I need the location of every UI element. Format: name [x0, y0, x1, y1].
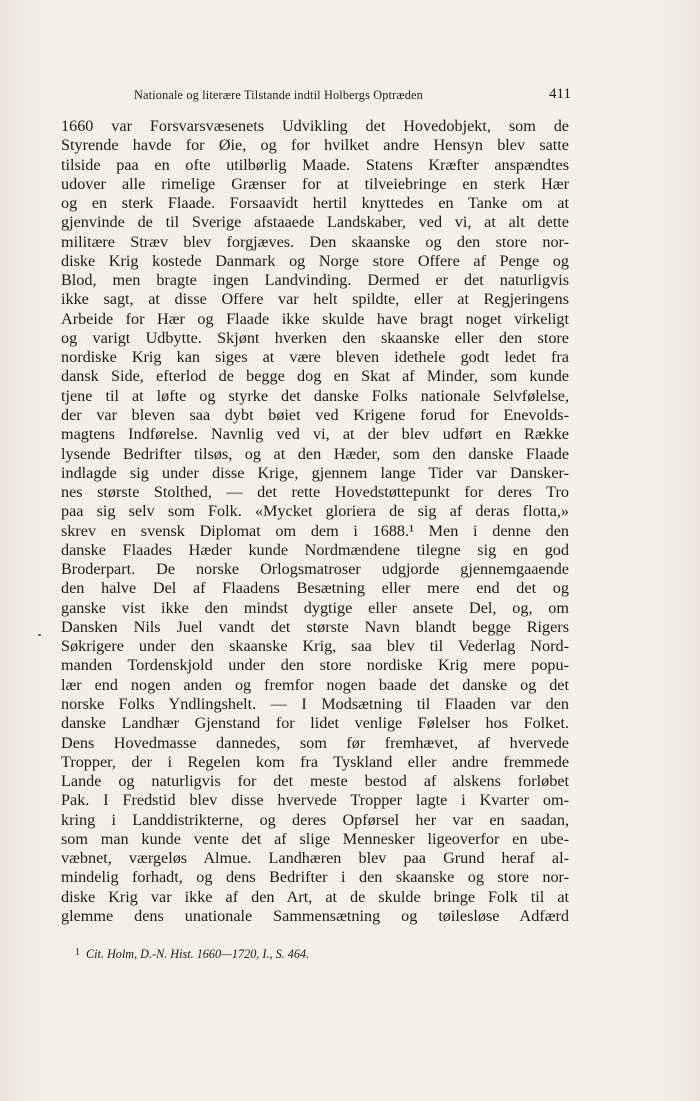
- text-line: lysende Bedrifter tilsøs, og at den Hæder, som den danske Flaade: [61, 444, 569, 463]
- text-line: kring i Landdistrikterne, og deres Opførsel her var en saadan,: [61, 810, 569, 829]
- text-line: Arbeide for Hær og Flaade ikke skulde have bragt noget virkeligt: [61, 309, 569, 328]
- text-line: gjenvinde de til Sverige afstaaede Landskaber, ved vi, at alt dette: [61, 213, 569, 232]
- text-line: tjene til at løfte og styrke det danske Folks nationale Selvfølelse,: [61, 386, 569, 405]
- text-line: norske Folks Yndlingshelt. — I Modsætning til Flaaden var den: [61, 694, 569, 713]
- footnote-marker: 1: [75, 947, 80, 958]
- text-line: Dansken Nils Juel vandt det største Navn blandt begge Rigers: [61, 617, 569, 636]
- text-line: lær end nogen anden og fremfor nogen baade det danske og det: [61, 675, 569, 694]
- text-line: Lande og naturligvis for det meste bestod af alskens forløbet: [61, 772, 569, 791]
- text-line: tilside paa en ofte utilbørlig Maade. Statens Kræfter anspændtes: [61, 155, 569, 174]
- text-line: skrev en svensk Diplomat om dem i 1688.¹ Men i denne den: [61, 521, 569, 540]
- page-number: 411: [549, 86, 571, 102]
- text-line: indlagde sig under disse Krige, gjennem lange Tider var Dansker-: [61, 463, 569, 482]
- text-line: nes største Stolthed, — det rette Hovedstøttepunkt for deres Tro: [61, 483, 569, 502]
- footnote: [75, 947, 309, 962]
- text-line: Broderpart. De norske Orlogsmatroser udgjorde gjennemgaaende: [61, 560, 569, 579]
- text-line: ikke sagt, at disse Offere var helt spildte, eller at Regjeringens: [61, 290, 569, 309]
- text-line: Pak. I Fredstid blev disse hvervede Tropper lagte i Kvarter om-: [61, 791, 569, 810]
- text-line: glemme dens unationale Sammensætning og tøilesløse Adfærd: [61, 906, 569, 925]
- text-line: paa sig selv som Folk. «Mycket gloriera de sig af deras flotta,»: [61, 502, 569, 521]
- text-line: den halve Del af Flaadens Besætning eller mere end det og: [61, 579, 569, 598]
- text-line: væbnet, værgeløs Almue. Landhæren blev paa Grund heraf al-: [61, 849, 569, 868]
- text-line: Dens Hovedmasse dannedes, som før fremhævet, af hvervede: [61, 733, 569, 752]
- running-title: Nationale og literære Tilstande indtil Holbergs Optræden: [134, 88, 423, 102]
- text-line: mindelig forhadt, og dens Bedrifter i den skaanske og store nor-: [61, 868, 569, 887]
- text-line: ganske vist ikke den mindst dygtige eller ansete Del, og, om: [61, 598, 569, 617]
- text-line: Styrende havde for Øie, og for hvilket andre Hensyn blev satte: [61, 136, 569, 155]
- text-line: Søkrigere under den skaanske Krig, saa blev til Vederlag Nord-: [61, 637, 569, 656]
- text-line: diske Krig kostede Danmark og Norge store Offere af Penge og: [61, 251, 569, 270]
- footnote-text: Cit. Holm, D.-N. Hist. 1660—1720, I., S. 464.: [86, 947, 310, 961]
- text-line: der var bleven saa dybt bøiet ved Krigene forud for Enevolds-: [61, 405, 569, 424]
- body-text: [61, 117, 569, 926]
- text-line: militære Stræv blev forgjæves. Den skaanske og den store nor-: [61, 232, 569, 251]
- text-line: og en sterk Flaade. Forsaavidt hertil knyttedes en Tanke om at: [61, 194, 569, 213]
- text-line: danske Landhær Gjenstand for lidet venlige Følelser hos Folket.: [61, 714, 569, 733]
- text-line: Blod, men bragte ingen Landvinding. Dermed er det naturligvis: [61, 271, 569, 290]
- text-line: diske Krig var ikke af den Art, at de skulde bringe Folk til at: [61, 887, 569, 906]
- text-line: manden Tordenskjold under den store nordiske Krig mere popu-: [61, 656, 569, 675]
- text-line: dansk Side, efterlod de begge dog en Skat af Minder, som kunde: [61, 367, 569, 386]
- running-header: [134, 86, 571, 108]
- text-line: som man kunde vente det af slige Mennesker ligeoverfor en ube-: [61, 829, 569, 848]
- margin-mark: [38, 634, 41, 636]
- text-line: Tropper, der i Regelen kom fra Tyskland eller andre fremmede: [61, 752, 569, 771]
- text-line: nordiske Krig kan siges at være bleven idethele godt ledet fra: [61, 348, 569, 367]
- text-line: danske Flaades Hæder kunde Nordmændene tilegne sig en god: [61, 540, 569, 559]
- text-line: og varigt Udbytte. Skjønt hverken den skaanske eller den store: [61, 328, 569, 347]
- text-line: magtens Indførelse. Navnlig ved vi, at der blev udført en Række: [61, 425, 569, 444]
- text-line: udover alle rimelige Grænser for at tilveiebringe en sterk Hær: [61, 174, 569, 193]
- text-line: 1660 var Forsvarsvæsenets Udvikling det Hovedobjekt, som de: [61, 117, 569, 135]
